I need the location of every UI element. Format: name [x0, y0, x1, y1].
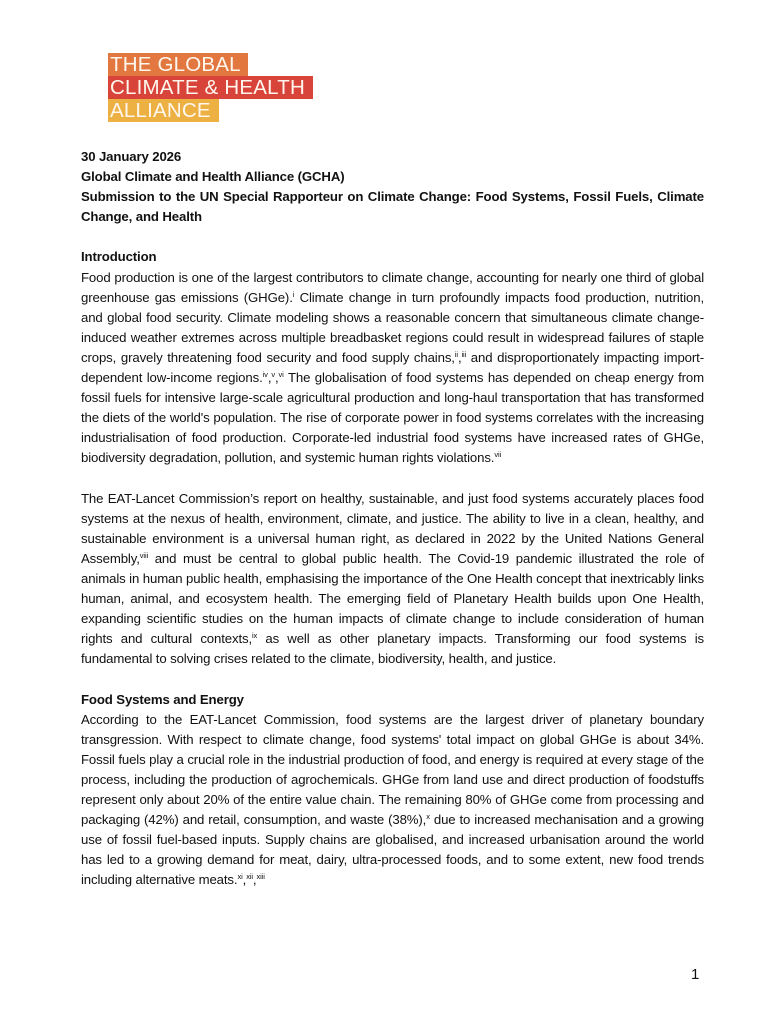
footnote-ref[interactable]: iv — [262, 370, 268, 380]
footnote-ref[interactable]: xii — [246, 872, 253, 882]
gcha-logo — [108, 53, 313, 122]
footnote-ref[interactable]: vi — [278, 370, 284, 380]
text-run: Climate change in turn profoundly impacts food production, nutrition, and global food security. Climate modeling shows a reasonable concern that simultaneous climate change-induced weather extremes across multiple breadbasket regions could result in widespread failures of staple crops, gravely threatening food security and food supply chains, — [81, 289, 704, 365]
footnote-ref[interactable]: viii — [139, 550, 149, 560]
footnote-ref[interactable]: x — [426, 812, 430, 822]
text-run: Food production is one of the largest contributors to climate change, accounting for nearly one third of global greenhouse gas emissions (GHGe). — [81, 269, 704, 305]
text-run: The globalisation of food systems has depended on cheap energy from fossil fuels for intensive large-scale agricultural production and long-haul transportation that has transformed the diets of the world's population. The rise of corporate power in food systems correlates with the increasing industrialisation of food production. Corporate-led industrial food systems have increased rates of GHGe, biodiversity degradation, pollution, and systemic human rights violations. — [81, 370, 704, 466]
text-run: due to increased mechanisation and a growing use of fossil fuel-based inputs. Supply chains are globalised, and increased urbanisation around the world has led to a growing demand for meat, dairy, ultra-processed foods, and to some extent, new food trends including alternative meats. — [81, 812, 704, 888]
text-run: The EAT-Lancet Commission’s report on healthy, sustainable, and just food systems accurately places food systems at the nexus of health, environment, climate, and justice. The ability to live in a clean, healthy, and sustainable environment is a universal human right, as declared in 2022 by the United Nations General Assembly, — [81, 490, 704, 566]
footnote-ref[interactable]: i — [292, 289, 295, 299]
introduction-paragraph-1 — [81, 268, 704, 469]
text-run: , — [267, 370, 272, 386]
text-run: , — [242, 872, 247, 888]
text-run: According to the EAT-Lancet Commission, food systems are the largest driver of planetary boundary transgression. With respect to climate change, food systems' total impact on global GHGe is about 34%. Fossil fuels play a crucial role in the industrial production of food, and energy is required at every stage of the process, including the production of agrochemicals. GHGe from land use and direct production of foodstuffs represent only about 20% of the entire value chain. The remaining 80% of GHGe come from processing and packaging (42%) and retail, consumption, and waste (38%), — [81, 711, 704, 828]
footnote-ref[interactable]: v — [271, 370, 275, 380]
text-run: as well as other planetary impacts. Transforming our food systems is fundamental to solving crises related to the climate, biodiversity, health, and justice. — [81, 631, 704, 667]
footnote-ref[interactable]: ix — [252, 631, 258, 641]
document-body — [81, 147, 704, 890]
footnote-ref[interactable]: xi — [237, 872, 243, 882]
document-organization: Global Climate and Health Alliance (GCHA) — [81, 169, 345, 185]
food-systems-energy-paragraph-1 — [81, 710, 704, 891]
text-run: and disproportionately impacting import-dependent low-income regions. — [81, 349, 704, 386]
logo-line-3: ALLIANCE — [108, 99, 219, 122]
introduction-paragraph-2 — [81, 489, 704, 670]
text-run: , — [275, 370, 279, 386]
footnote-ref[interactable]: xiii — [256, 872, 265, 882]
footnote-ref[interactable]: ii — [454, 349, 458, 359]
text-run: , — [252, 872, 257, 888]
section-heading-food-systems-energy: Food Systems and Energy — [81, 691, 244, 707]
logo-line-2: CLIMATE & HEALTH — [108, 76, 313, 99]
document-date: 30 January 2026 — [81, 149, 182, 164]
document-title: Submission to the UN Special Rapporteur on Climate Change: Food Systems, Fossil Fuels, Climate Change, and Health — [81, 189, 704, 225]
document-header — [81, 147, 704, 227]
page-number: 1 — [691, 966, 700, 983]
section-heading-introduction: Introduction — [81, 249, 157, 265]
footnote-ref[interactable]: iii — [461, 349, 467, 359]
text-run: , — [457, 349, 462, 365]
footnote-ref[interactable]: vii — [494, 450, 502, 460]
text-run: and must be central to global public health. The Covid-19 pandemic illustrated the role of animals in human public health, emphasising the importance of the One Health concept that inextricably links human, animal, and ecosystem health. The emerging field of Planetary Health builds upon One Health, expanding scientific studies on the human impacts of climate change to include consideration of human rights and cultural contexts, — [81, 550, 704, 647]
logo-line-1: THE GLOBAL — [108, 53, 248, 76]
